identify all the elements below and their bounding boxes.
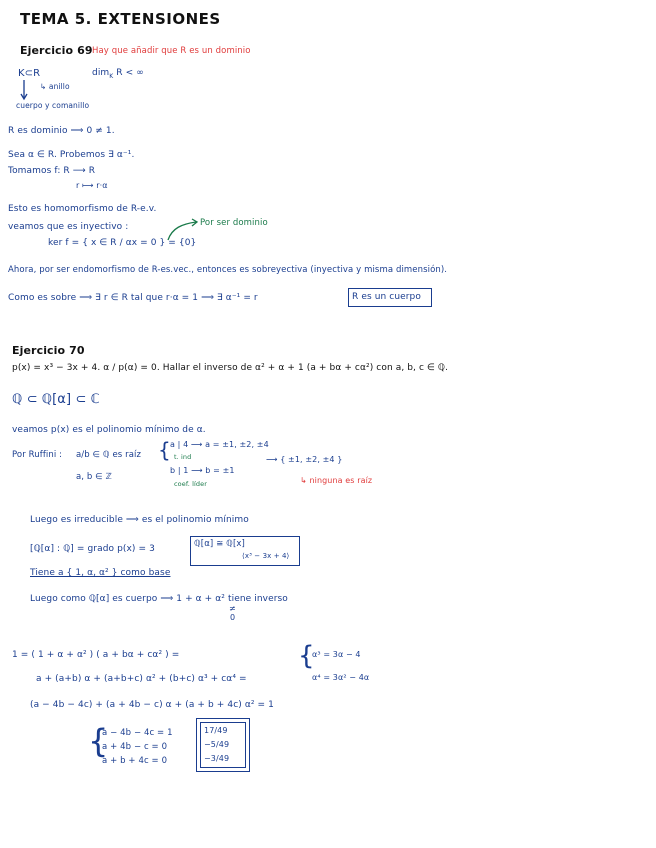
ej70-heading: Ejercicio 70 <box>12 344 85 357</box>
ej70-ruffini-brace: { <box>158 438 171 462</box>
ej70-line4: Tiene a { 1, α, α² } como base <box>30 568 171 578</box>
ej70-neq: ≠ <box>229 604 236 613</box>
ej70-sol3: −3/49 <box>204 754 230 763</box>
ej70-ruffini-b-sub: coef. líder <box>174 480 208 488</box>
ej69-line6: Ahora, por ser endomorfismo de R-es.vec., entonces es sobreyectiva (inyectiva y misma dimensión). <box>8 265 448 275</box>
ej69-ker: ker f = { x ∈ R / αx = 0 } = {0} <box>48 238 197 248</box>
ej69-conclusion: R es un cuerpo <box>352 292 421 302</box>
ej70-sol2: −5/49 <box>204 740 230 749</box>
ej69-line4: Esto es homomorfismo de R-e.v. <box>8 204 157 214</box>
ej69-line2: Sea α ∈ R. Probemos ∃ α⁻¹. <box>8 150 135 160</box>
ej70-line5: Luego como ℚ[α] es cuerpo ⟹ 1 + α + α² tiene inverso <box>30 594 288 604</box>
ej70-candidates: ⟶ { ±1, ±2, ±4 } <box>266 455 343 464</box>
ej69-line5: veamos que es inyectivo : <box>8 222 129 232</box>
ej70-line2: Luego es irreducible ⟹ es el polinomio mínimo <box>30 515 249 525</box>
ej70-system-brace: { <box>88 722 109 760</box>
ej69-line3b: r ⟼ r·α <box>76 181 108 190</box>
ej70-sys1: a − 4b − 4c = 1 <box>102 728 173 738</box>
ej70-sys3: a + b + 4c = 0 <box>102 756 168 766</box>
ej70-sub-brace: { <box>298 641 315 671</box>
ej69-note: Hay que añadir que R es un dominio <box>92 46 251 56</box>
ej70-sub1: α³ = 3α − 4 <box>312 650 361 659</box>
ej69-line7: Como es sobre ⟹ ∃ r ∈ R tal que r·α = 1 ⟹ ∃ α⁻¹ = r <box>8 293 258 303</box>
ej70-ruffini-a-sub: t. ind <box>174 453 192 461</box>
page-title: TEMA 5. EXTENSIONES <box>20 10 221 28</box>
ej70-ninguna: ↳ ninguna es raíz <box>300 476 373 485</box>
ej70-ruffini-a: a | 4 ⟶ a = ±1, ±2, ±4 <box>170 440 269 449</box>
ej70-eq1: 1 = ( 1 + α + α² ) ( a + bα + cα² ) = <box>12 650 180 660</box>
ej70-ruffini: Por Ruffini : <box>12 450 63 460</box>
ej69-line1: R es dominio ⟹ 0 ≠ 1. <box>8 126 115 136</box>
ej69-line3: Tomamos f: R ⟶ R <box>8 166 96 176</box>
ej70-sol1: 17/49 <box>204 726 228 735</box>
ej70-line3: [ℚ[α] : ℚ] = grado p(x) = 3 <box>30 544 155 554</box>
ej69-dim: dim$_K$ R < ∞ <box>92 68 144 80</box>
ej70-ruffini-b: b | 1 ⟶ b = ±1 <box>170 466 235 475</box>
ej70-statement: p(x) = x³ − 3x + 4. α / p(α) = 0. Hallar el inverso de α² + α + 1 (a + bα + cα²) con a, b, c ∈ ℚ. <box>12 363 449 373</box>
ej70-chain: ℚ ⊂ ℚ[α] ⊂ ℂ <box>12 392 100 407</box>
ej70-iso-top: ℚ[α] ≅ ℚ[x] <box>194 539 245 549</box>
ej69-heading: Ejercicio 69 <box>20 44 93 57</box>
ej70-eq3: (a − 4b − 4c) + (a + 4b − c) α + (a + b + 4c) α² = 1 <box>30 700 274 710</box>
ej69-anillo: ↳ anillo <box>40 82 70 91</box>
ej70-ab: a, b ∈ ℤ <box>76 472 112 482</box>
ej69-cuerpo: cuerpo y comanillo <box>16 101 90 110</box>
ej70-frac: a/b ∈ ℚ es raíz <box>76 450 142 460</box>
ej70-line1: veamos p(x) es el polinomio mínimo de α. <box>12 425 206 435</box>
ej70-iso-bottom: ⟨x³ − 3x + 4⟩ <box>242 552 290 560</box>
ej69-por-dominio: Por ser dominio <box>200 218 268 228</box>
ej70-sub2: α⁴ = 3α² − 4α <box>312 673 370 682</box>
ej70-eq2: a + (a+b) α + (a+b+c) α² + (b+c) α³ + cα⁴ = <box>36 674 247 684</box>
ej69-kr: K⊂R <box>18 68 41 79</box>
ej70-sys2: a + 4b − c = 0 <box>102 742 168 752</box>
ej70-zero: 0 <box>230 613 236 622</box>
